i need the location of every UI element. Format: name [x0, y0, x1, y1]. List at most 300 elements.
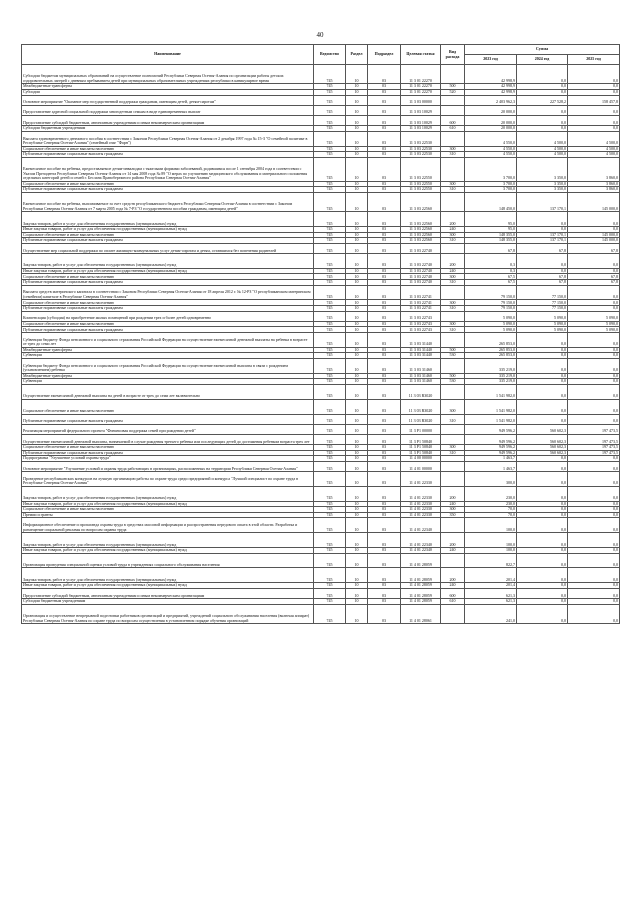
row-target: 11 3 03 22560 [401, 212, 441, 227]
row-target: 11 3 03 R3020 [401, 384, 441, 399]
row-sum-2025: 0,0 [568, 568, 620, 583]
row-vedomstvo: 745 [314, 254, 346, 269]
row-vedomstvo: 745 [314, 588, 346, 598]
row-razdel: 10 [346, 518, 368, 533]
header-target: Целевая статья [401, 45, 441, 65]
row-razdel: 10 [346, 115, 368, 125]
row-name: Предоставление адресной социальной поддержки многодетным семьям в виде единовременных выплат [22, 105, 314, 115]
row-vedomstvo: 745 [314, 105, 346, 115]
row-vid: 300 [441, 232, 465, 238]
table-row [22, 243, 620, 253]
row-vid [441, 384, 465, 399]
row-razdel: 10 [346, 65, 368, 84]
row-podrazdel: 03 [368, 353, 401, 359]
row-sum-2023: 201,4 [465, 583, 517, 589]
row-sum-2023: 201,4 [465, 568, 517, 583]
row-vedomstvo: 745 [314, 311, 346, 321]
row-sum-2024: 0,0 [517, 548, 568, 554]
row-razdel: 10 [346, 181, 368, 187]
row-sum-2023: 265 853,0 [465, 353, 517, 359]
row-vid: 300 [441, 321, 465, 327]
row-vedomstvo: 745 [314, 548, 346, 554]
row-vid [441, 424, 465, 434]
row-vid: 310 [441, 187, 465, 193]
row-sum-2025: 0,0 [568, 65, 620, 84]
row-vid [441, 434, 465, 444]
row-sum-2025: 67,8 [568, 280, 620, 286]
row-sum-2023: 335 219,0 [465, 379, 517, 385]
row-podrazdel: 03 [368, 445, 401, 451]
row-vedomstvo: 745 [314, 285, 346, 300]
row-name: Иные закупки товаров, работ и услуг для обеспечения государственных (муниципальных) нужд [22, 227, 314, 233]
row-target: 11 3 03 22530 [401, 152, 441, 158]
row-sum-2025: 0,0 [568, 461, 620, 471]
row-target: 11 3 03 31460 [401, 358, 441, 373]
row-vid [441, 333, 465, 348]
row-sum-2024: 0,0 [517, 399, 568, 414]
row-vedomstvo: 745 [314, 373, 346, 379]
row-name: Социальное обеспечение и иные выплаты населению [22, 146, 314, 152]
row-vedomstvo: 745 [314, 583, 346, 589]
row-podrazdel: 03 [368, 456, 401, 462]
row-sum-2025: 0,0 [568, 518, 620, 533]
row-sum-2024: 0,0 [517, 333, 568, 348]
row-name: Публичные нормативные социальные выплаты гражданам [22, 152, 314, 158]
row-podrazdel: 03 [368, 187, 401, 193]
row-sum-2023: 1 463,7 [465, 461, 517, 471]
row-name: Иные закупки товаров, работ и услуг для обеспечения государственных (муниципальных) нужд [22, 501, 314, 507]
row-sum-2025: 0,0 [568, 268, 620, 274]
row-vid: 350 [441, 512, 465, 518]
row-vedomstvo: 745 [314, 507, 346, 513]
row-podrazdel: 03 [368, 95, 401, 105]
row-vedomstvo: 745 [314, 445, 346, 451]
table-row [22, 414, 620, 424]
row-name: Информационное обеспечение и пропаганда охраны труда в средствах массовой информации и распространения передового опыта в этой области. Разработка и размещение социальной рекламы по вопросам охраны труда [22, 518, 314, 533]
row-sum-2023: 148 355,0 [465, 238, 517, 244]
row-sum-2024: 0,0 [517, 583, 568, 589]
row-sum-2023: 67,5 [465, 274, 517, 280]
row-sum-2023: 335 219,0 [465, 373, 517, 379]
row-target: 11 4 01 22340 [401, 518, 441, 533]
row-sum-2024: 67,8 [517, 243, 568, 253]
row-sum-2023: 2 403 962,3 [465, 95, 517, 105]
row-sum-2025: 0,0 [568, 115, 620, 125]
row-name: Закупка товаров, работ и услуг для обеспечения государственных (муниципальных) нужд [22, 533, 314, 548]
row-name: Субвенции бюджету Фонда пенсионного и социального страхования Российской Федерации на осуществление ежемесячной выплаты в связи с рождением (усыновлением) ребенка [22, 358, 314, 373]
table-row [22, 434, 620, 444]
row-sum-2024: 0,0 [517, 126, 568, 132]
row-vedomstvo: 745 [314, 450, 346, 456]
row-target: 11 3 01 22270 [401, 84, 441, 90]
row-podrazdel: 03 [368, 450, 401, 456]
table-row [22, 115, 620, 125]
row-vedomstvo: 745 [314, 399, 346, 414]
row-sum-2024: 0,0 [517, 115, 568, 125]
row-name: Социальное обеспечение и иные выплаты населению [22, 321, 314, 327]
row-sum-2025: 0,0 [568, 501, 620, 507]
row-sum-2023: 949 596,2 [465, 424, 517, 434]
row-name: Закупка товаров, работ и услуг для обеспечения государственных (муниципальных) нужд [22, 568, 314, 583]
row-razdel: 10 [346, 486, 368, 501]
row-sum-2024: 5 090,0 [517, 327, 568, 333]
header-name: Наименование [22, 45, 314, 65]
row-vid: 240 [441, 227, 465, 233]
row-podrazdel: 03 [368, 321, 401, 327]
row-sum-2025: 0,0 [568, 347, 620, 353]
row-name: Социальное обеспечение и иные выплаты населению [22, 181, 314, 187]
row-name: Ежемесячное пособие на ребенка, предоставляемое детям-инвалидам с тяжелыми формами заболеваний, родившимся после 1 сентября 2004 года в соответствии с Указом Президента Республики Северная Осетия-Алания от 14 мая 2008 года № 89 "О мерах по улучшению медицинского обслуживания и материального положения отдельных категорий детей и семей г. Беслана Правобережного района Республики Северная Осетия-Алания" [22, 157, 314, 181]
row-name: Социальное обеспечение и иные выплаты населению [22, 300, 314, 306]
row-target: 11 3 03 22741 [401, 300, 441, 306]
row-vedomstvo: 745 [314, 379, 346, 385]
row-sum-2023: 70,0 [465, 512, 517, 518]
row-sum-2025: 0,0 [568, 227, 620, 233]
row-razdel: 10 [346, 604, 368, 623]
row-sum-2025: 0,0 [568, 353, 620, 359]
row-name: Предоставление субсидий бюджетным, автономным учреждениям и иным некоммерческим организациям [22, 115, 314, 125]
row-podrazdel: 03 [368, 604, 401, 623]
row-target: 11 3 03 22550 [401, 157, 441, 181]
row-podrazdel: 03 [368, 379, 401, 385]
row-sum-2023: 79 150,0 [465, 285, 517, 300]
row-sum-2024: 0,0 [517, 105, 568, 115]
row-vedomstvo: 745 [314, 131, 346, 146]
row-podrazdel: 03 [368, 89, 401, 95]
row-vedomstvo: 745 [314, 152, 346, 158]
row-sum-2023: 241,0 [465, 604, 517, 623]
budget-table [21, 44, 620, 624]
row-target: 11 4 01 28059 [401, 568, 441, 583]
row-sum-2023: 822,7 [465, 553, 517, 568]
row-razdel: 10 [346, 445, 368, 451]
row-vid: 530 [441, 379, 465, 385]
row-target: 11 3 03 22530 [401, 131, 441, 146]
row-sum-2025: 67,8 [568, 274, 620, 280]
row-vedomstvo: 745 [314, 512, 346, 518]
row-sum-2025: 0,0 [568, 333, 620, 348]
row-name: Субвенции бюджету Фонда пенсионного и социального страхования Российской Федерации на осуществление ежемесячной денежной выплаты на ребенка в возрасте от трех до семи лет [22, 333, 314, 348]
row-razdel: 10 [346, 300, 368, 306]
row-vedomstvo: 745 [314, 604, 346, 623]
row-name: Иные закупки товаров, работ и услуг для обеспечения государственных (муниципальных) нужд [22, 268, 314, 274]
row-podrazdel: 03 [368, 548, 401, 554]
row-razdel: 10 [346, 450, 368, 456]
row-sum-2023: 148 450,0 [465, 192, 517, 211]
row-sum-2023: 3 700,0 [465, 157, 517, 181]
row-sum-2024: 0,0 [517, 518, 568, 533]
row-sum-2025: 0,0 [568, 399, 620, 414]
row-sum-2024: 0,0 [517, 599, 568, 605]
row-name: Закупка товаров, работ и услуг для обеспечения государственных (муниципальных) нужд [22, 212, 314, 227]
row-sum-2024: 67,8 [517, 274, 568, 280]
row-name: Межбюджетные трансферты [22, 84, 314, 90]
row-name: Субсидии бюджетам муниципальных образований на осуществление полномочий Республики Северная Осетия-Алания по организации работы детских оздоровительных лагерей с дневным пребыванием детей при муниципальных образовательных учреждениях республики в каникулярное время [22, 65, 314, 84]
row-sum-2023: 3 700,0 [465, 187, 517, 193]
row-target: 11 4 01 22330 [401, 501, 441, 507]
row-vid [441, 604, 465, 623]
table-row [22, 461, 620, 471]
row-razdel: 10 [346, 306, 368, 312]
row-podrazdel: 03 [368, 232, 401, 238]
row-target: 11 4 01 22330 [401, 507, 441, 513]
row-podrazdel: 03 [368, 568, 401, 583]
row-vid: 300 [441, 445, 465, 451]
row-vid: 300 [441, 507, 465, 513]
row-vedomstvo: 745 [314, 424, 346, 434]
row-vid [441, 243, 465, 253]
row-sum-2023: 5 090,0 [465, 321, 517, 327]
row-podrazdel: 03 [368, 414, 401, 424]
row-sum-2023: 265 853,0 [465, 333, 517, 348]
row-target: 11 4 01 28061 [401, 604, 441, 623]
row-name: Субсидии бюджетным учреждениям [22, 126, 314, 132]
table-row [22, 533, 620, 548]
row-razdel: 10 [346, 568, 368, 583]
row-name: Иные закупки товаров, работ и услуг для обеспечения государственных (муниципальных) нужд [22, 548, 314, 554]
row-sum-2024: 0,0 [517, 568, 568, 583]
row-sum-2023: 42 998,9 [465, 84, 517, 90]
row-vedomstvo: 745 [314, 414, 346, 424]
row-target: 11 3 03 22743 [401, 311, 441, 321]
row-sum-2025: 0,0 [568, 472, 620, 487]
row-razdel: 10 [346, 157, 368, 181]
row-target: 11 4 01 22330 [401, 512, 441, 518]
row-razdel: 10 [346, 533, 368, 548]
row-sum-2024: 560 602,3 [517, 445, 568, 451]
row-sum-2025: 197 473,5 [568, 450, 620, 456]
row-sum-2025: 0,0 [568, 604, 620, 623]
row-vid: 500 [441, 84, 465, 90]
row-sum-2024: 0,0 [517, 512, 568, 518]
header-2024: 2024 год [517, 55, 568, 65]
table-row [22, 604, 620, 623]
row-podrazdel: 03 [368, 192, 401, 211]
row-podrazdel: 03 [368, 553, 401, 568]
table-row [22, 254, 620, 269]
row-vedomstvo: 745 [314, 553, 346, 568]
row-name: Проведение республиканских конкурсов на лучшую организацию работы по охране труда среди предприятий и конкурса "Лучший специалист по охране труда в Республике Северная Осетия-Алания" [22, 472, 314, 487]
row-podrazdel: 03 [368, 373, 401, 379]
row-sum-2025: 0,0 [568, 553, 620, 568]
row-target: 11 3 03 31440 [401, 353, 441, 359]
row-sum-2023: 42 998,9 [465, 65, 517, 84]
header-vedomstvo: Ведомство [314, 45, 346, 65]
row-sum-2023: 621,3 [465, 588, 517, 598]
row-name: Иные закупки товаров, работ и услуг для обеспечения государственных (муниципальных) нужд [22, 583, 314, 589]
row-sum-2023: 1 541 982,0 [465, 384, 517, 399]
table-row [22, 131, 620, 146]
row-sum-2023: 67,5 [465, 280, 517, 286]
row-sum-2023: 4 550,0 [465, 152, 517, 158]
row-razdel: 10 [346, 599, 368, 605]
row-razdel: 10 [346, 89, 368, 95]
row-vid: 500 [441, 347, 465, 353]
row-podrazdel: 03 [368, 131, 401, 146]
row-target: 11 3 03 22740 [401, 243, 441, 253]
row-vid [441, 65, 465, 84]
header-podrazdel: Подраздел [368, 45, 401, 65]
row-target: 11 3 03 31460 [401, 373, 441, 379]
row-name: Выплата единовременного денежного пособия в соответствии с Законом Республики Северная Осетия-Алания от 2 декабря 1997 года № 15-З "О семейной политике в Республике Северная Осетия-Алания" (семейный очаг "Фарн") [22, 131, 314, 146]
row-target: 11 3 03 22560 [401, 238, 441, 244]
row-sum-2023: 4 550,0 [465, 146, 517, 152]
row-vedomstvo: 745 [314, 126, 346, 132]
row-sum-2024: 0,0 [517, 472, 568, 487]
row-sum-2024: 67,8 [517, 280, 568, 286]
row-sum-2024: 5 090,0 [517, 311, 568, 321]
row-vid: 240 [441, 268, 465, 274]
table-row [22, 568, 620, 583]
row-vedomstvo: 745 [314, 568, 346, 583]
row-target: 11 3 03 22740 [401, 268, 441, 274]
row-razdel: 10 [346, 187, 368, 193]
row-vid [441, 192, 465, 211]
row-vedomstvo: 745 [314, 212, 346, 227]
row-name: Субсидии бюджетным учреждениям [22, 599, 314, 605]
row-target: 11 4 01 22330 [401, 472, 441, 487]
row-vid [441, 358, 465, 373]
row-razdel: 10 [346, 373, 368, 379]
row-sum-2025: 0,0 [568, 373, 620, 379]
row-sum-2024: 3 350,0 [517, 157, 568, 181]
row-vedomstvo: 745 [314, 327, 346, 333]
row-vid: 200 [441, 212, 465, 227]
row-target: 11 4 01 00000 [401, 461, 441, 471]
row-sum-2024: 3 350,0 [517, 187, 568, 193]
row-vid: 310 [441, 306, 465, 312]
table-row [22, 65, 620, 84]
row-vedomstvo: 745 [314, 384, 346, 399]
row-sum-2023: 621,3 [465, 599, 517, 605]
row-target: 11 3 P1 50840 [401, 450, 441, 456]
row-podrazdel: 03 [368, 181, 401, 187]
row-podrazdel: 03 [368, 327, 401, 333]
row-sum-2024: 0,0 [517, 456, 568, 462]
row-sum-2024: 3 350,0 [517, 181, 568, 187]
row-target: 11 3 03 22560 [401, 227, 441, 233]
row-name: Организация и осуществление непрерывной подготовки работников организаций и предприятий, учреждений социального обслуживания населения (включая аппарат) Республики Северная Осетия-Алания по охране труда по вопросам осуществления в установленном порядке обучения организаций [22, 604, 314, 623]
row-sum-2023: 230,0 [465, 486, 517, 501]
row-name: Субсидии [22, 89, 314, 95]
table-row [22, 105, 620, 115]
table-row [22, 399, 620, 414]
row-sum-2024: 0,0 [517, 254, 568, 269]
row-sum-2025: 0,0 [568, 599, 620, 605]
row-podrazdel: 03 [368, 501, 401, 507]
row-razdel: 10 [346, 384, 368, 399]
row-name: Субвенции [22, 353, 314, 359]
row-sum-2023: 70,0 [465, 507, 517, 513]
table-row [22, 472, 620, 487]
row-name: Основное мероприятие "Оказание мер государственной поддержки гражданам, имеющим детей, детям-сиротам" [22, 95, 314, 105]
row-vid: 300 [441, 274, 465, 280]
row-sum-2023: 5 090,0 [465, 327, 517, 333]
row-razdel: 10 [346, 126, 368, 132]
row-sum-2024: 137 170,1 [517, 192, 568, 211]
row-razdel: 10 [346, 434, 368, 444]
row-name: Межбюджетные трансферты [22, 347, 314, 353]
row-target: 11 4 01 28059 [401, 599, 441, 605]
row-sum-2023: 949 596,2 [465, 450, 517, 456]
row-name: Публичные нормативные социальные выплаты гражданам [22, 280, 314, 286]
row-sum-2025: 145 000,0 [568, 232, 620, 238]
row-vid: 310 [441, 152, 465, 158]
row-name: Публичные нормативные социальные выплаты гражданам [22, 450, 314, 456]
row-sum-2025: 0,0 [568, 105, 620, 115]
table-header [22, 45, 620, 65]
row-sum-2024: 0,0 [517, 604, 568, 623]
row-name: Публичные нормативные социальные выплаты гражданам [22, 306, 314, 312]
row-name: Социальное обеспечение и иные выплаты населению [22, 274, 314, 280]
row-sum-2023: 79 150,0 [465, 300, 517, 306]
row-vedomstvo: 745 [314, 187, 346, 193]
row-vedomstvo: 745 [314, 89, 346, 95]
row-name: Осуществление ежемесячной денежной выплаты, назначаемой в случае рождения третьего ребенка или последующих детей до достижения ребенком возраста трех лет [22, 434, 314, 444]
row-name: Реализация мероприятий федерального проекта "Финансовая поддержка семей при рождении детей" [22, 424, 314, 434]
row-sum-2025: 3 860,0 [568, 181, 620, 187]
row-razdel: 10 [346, 146, 368, 152]
table-body [22, 65, 620, 624]
header-vid: Вид расхода [441, 45, 465, 65]
row-vedomstvo: 745 [314, 518, 346, 533]
row-sum-2023: 300,0 [465, 472, 517, 487]
row-vedomstvo: 745 [314, 146, 346, 152]
row-razdel: 10 [346, 327, 368, 333]
row-name: Социальное обеспечение и иные выплаты населению [22, 445, 314, 451]
row-vid: 200 [441, 533, 465, 548]
row-vid: 610 [441, 599, 465, 605]
row-sum-2024: 0,0 [517, 212, 568, 227]
table-row [22, 588, 620, 598]
row-vedomstvo: 745 [314, 306, 346, 312]
table-row [22, 384, 620, 399]
row-podrazdel: 03 [368, 146, 401, 152]
row-razdel: 10 [346, 399, 368, 414]
row-vedomstvo: 745 [314, 243, 346, 253]
row-sum-2025: 0,0 [568, 456, 620, 462]
row-vedomstvo: 745 [314, 599, 346, 605]
table-row [22, 553, 620, 568]
row-sum-2024: 0,0 [517, 227, 568, 233]
row-name: Публичные нормативные социальные выплаты гражданам [22, 238, 314, 244]
row-podrazdel: 03 [368, 461, 401, 471]
row-target: 11 3 03 22741 [401, 285, 441, 300]
row-sum-2023: 4 550,0 [465, 131, 517, 146]
row-sum-2023: 3 700,0 [465, 181, 517, 187]
row-sum-2023: 148 355,0 [465, 232, 517, 238]
row-sum-2024: 0,0 [517, 353, 568, 359]
row-vid [441, 95, 465, 105]
row-sum-2025: 0,0 [568, 507, 620, 513]
row-sum-2024: 0,0 [517, 501, 568, 507]
row-sum-2023: 95,0 [465, 227, 517, 233]
row-sum-2024: 0,0 [517, 553, 568, 568]
row-name: Компенсация (субсидия) на приобретение жилых помещений при рождении трех и более детей одновременно [22, 311, 314, 321]
row-razdel: 10 [346, 456, 368, 462]
row-vid [441, 131, 465, 146]
row-razdel: 10 [346, 212, 368, 227]
row-name: Субвенции [22, 379, 314, 385]
row-vid [441, 285, 465, 300]
row-sum-2025: 67,8 [568, 243, 620, 253]
row-podrazdel: 03 [368, 238, 401, 244]
row-target: 11 3 03 22740 [401, 274, 441, 280]
row-sum-2025: 3 860,0 [568, 187, 620, 193]
row-sum-2025: 5 090,0 [568, 311, 620, 321]
row-podrazdel: 03 [368, 285, 401, 300]
row-name: Премии и гранты [22, 512, 314, 518]
